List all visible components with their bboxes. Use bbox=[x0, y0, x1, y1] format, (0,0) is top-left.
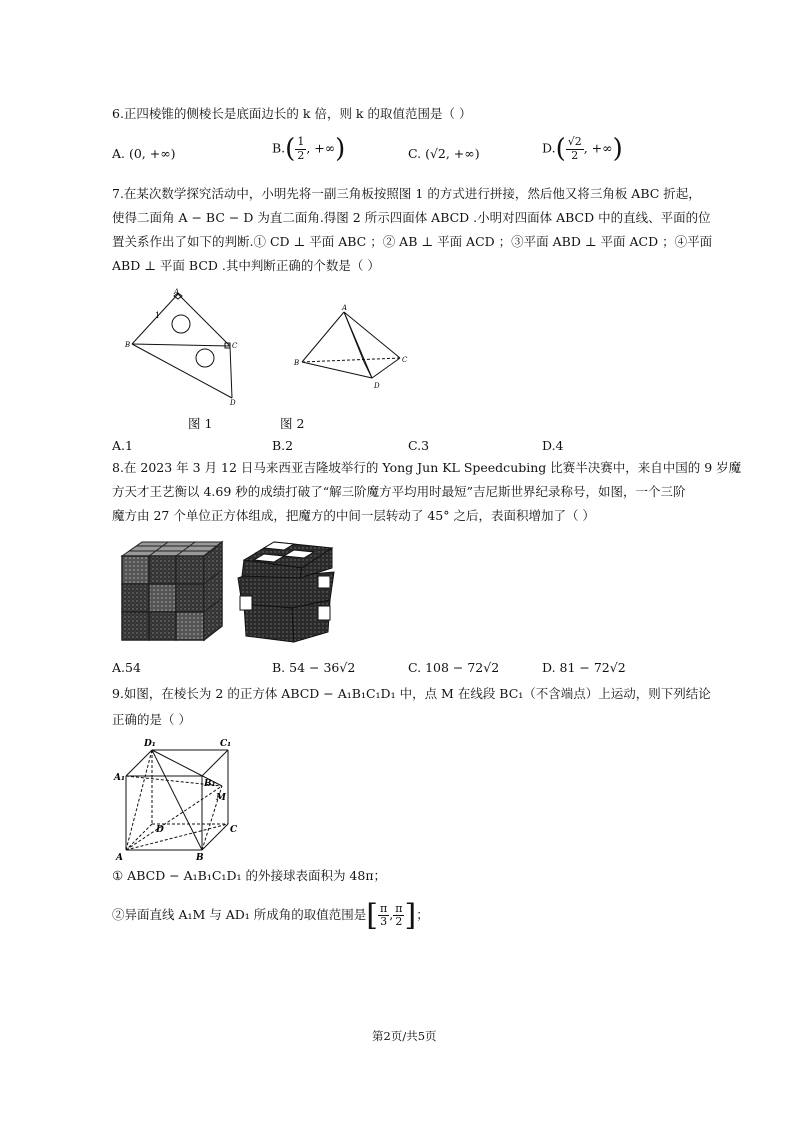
q7-fig2-label-b: B bbox=[294, 359, 300, 367]
q8-line3: 魔方由 27 个单位正方体组成，把魔方的中间一层转动了 45° 之后，表面积增加了（ ） bbox=[112, 508, 595, 523]
q7-fig2-label-d: D bbox=[374, 382, 380, 390]
q7-option-b: B.2 bbox=[272, 438, 294, 453]
q6-option-b-prefix: B. bbox=[272, 140, 286, 156]
q9-statement-2-d1: 3 bbox=[380, 915, 388, 928]
q9-label-d1: D₁ bbox=[144, 739, 156, 749]
page-footer: 第2页/共5页 bbox=[372, 1029, 437, 1043]
q7-figure-1 bbox=[124, 286, 240, 406]
q8-option-b: B. 54 − 36√2 bbox=[272, 660, 356, 675]
q9-label-m: M bbox=[216, 793, 226, 803]
q9-statement-2-d2: 2 bbox=[395, 915, 403, 928]
q9-statement-1: ① ABCD − A₁B₁C₁D₁ 的外接球表面积为 48π； bbox=[112, 868, 387, 883]
q9-label-a: A bbox=[116, 853, 123, 862]
q6-option-b-den: 2 bbox=[297, 148, 305, 162]
q6-option-d-tail: , +∞ bbox=[583, 140, 613, 156]
q9-label-d: D bbox=[156, 825, 164, 835]
q9-label-c1: C₁ bbox=[220, 739, 232, 749]
q9-line2: 正确的是（ ） bbox=[112, 712, 191, 727]
q9-statement-2-n1: π bbox=[380, 901, 388, 915]
q6-stem: 6.正四棱锥的侧棱长是底面边长的 k 倍，则 k 的取值范围是（ ） bbox=[112, 106, 472, 121]
q7-fig2-label-a: A bbox=[342, 304, 348, 312]
q8-option-a: A.54 bbox=[112, 660, 141, 675]
q8-cube-image-2 bbox=[234, 538, 338, 646]
q6-option-c: C. (√2, +∞) bbox=[408, 146, 480, 161]
q7-line1: 7.在某次数学探究活动中，小明先将一副三角板按照图 1 的方式进行拼接，然后他又将三角板 ABC 折起， bbox=[112, 186, 701, 201]
q8-option-d: D. 81 − 72√2 bbox=[542, 660, 626, 675]
q9-statement-2-tail: ； bbox=[416, 907, 429, 922]
q7-option-d: D.4 bbox=[542, 438, 564, 453]
q6-option-b-num: 1 bbox=[297, 135, 305, 149]
q6-option-d-num: √2 bbox=[567, 135, 582, 149]
q9-label-a1: A₁ bbox=[114, 773, 125, 783]
q7-fig1-label-d: D bbox=[230, 399, 236, 406]
q7-figure-2 bbox=[290, 300, 410, 392]
q6-option-d-den: 2 bbox=[571, 148, 579, 162]
q7-fig1-label-a: A bbox=[174, 288, 180, 296]
q8-line2: 方天才王艺衡以 4.69 秒的成绩打破了“解三阶魔方平均用时最短”吉尼斯世界纪录称号，如图，一个三阶 bbox=[112, 484, 686, 499]
q7-line3: 置关系作出了如下的判断.① CD ⊥ 平面 ABC ；② AB ⊥ 平面 ACD ；③平面 ABD ⊥ 平面 ACD ；④平面 bbox=[112, 234, 713, 249]
q9-line1: 9.如图，在棱长为 2 的正方体 ABCD − A₁B₁C₁D₁ 中，点 M 在线段 BC₁（不含端点）上运动，则下列结论 bbox=[112, 686, 711, 701]
q7-fig1-label-b: B bbox=[125, 341, 131, 349]
q9-label-b1: B₁ bbox=[204, 779, 216, 789]
q7-fig1-label-one: 1 bbox=[155, 311, 161, 320]
q6-option-a: A. (0, +∞) bbox=[112, 146, 176, 161]
q9-cube-figure bbox=[112, 736, 242, 862]
q7-line2: 使得二面角 A − BC − D 为直二面角.得图 2 所示四面体 ABCD .小明对四面体 ABCD 中的直线、平面的位 bbox=[112, 210, 711, 225]
q8-line1: 8.在 2023 年 3 月 12 日马来西亚吉隆坡举行的 Yong Jun KL Speedcubing 比赛半决赛中，来自中国的 9 岁魔 bbox=[112, 460, 742, 475]
q6-option-b-tail: , +∞ bbox=[306, 140, 336, 156]
q7-fig2-label-c: C bbox=[402, 356, 408, 364]
q7-option-a: A.1 bbox=[112, 438, 133, 453]
q8-option-c: C. 108 − 72√2 bbox=[408, 660, 500, 675]
q9-statement-2-n2: π bbox=[395, 901, 403, 915]
q9-statement-2: ②异面直线 A₁M 与 AD₁ 所成角的取值范围是[ $\frac{\pi}{3}$ , $\frac{\pi}{2}$ ]； bbox=[112, 898, 429, 933]
q9-label-b: B bbox=[196, 853, 204, 862]
q6-option-d: D.( $\frac{√2}{2}$ , +∞) bbox=[542, 134, 623, 164]
q7-option-c: C.3 bbox=[408, 438, 430, 453]
q6-option-b: B.( $\frac{1}{2}$ , +∞) bbox=[272, 134, 346, 164]
q9-label-c: C bbox=[230, 825, 238, 835]
q7-fig1-label-c: C bbox=[232, 342, 238, 350]
q9-statement-2-prefix: ②异面直线 A₁M 与 AD₁ 所成角的取值范围是 bbox=[112, 907, 367, 922]
q7-line4: ABD ⊥ 平面 BCD .其中判断正确的个数是（ ） bbox=[112, 258, 380, 273]
q7-figure-1-caption: 图 1 bbox=[188, 416, 213, 431]
q8-cube-image-1 bbox=[116, 540, 224, 644]
q7-figure-2-caption: 图 2 bbox=[280, 416, 305, 431]
q6-option-d-prefix: D. bbox=[542, 140, 556, 156]
